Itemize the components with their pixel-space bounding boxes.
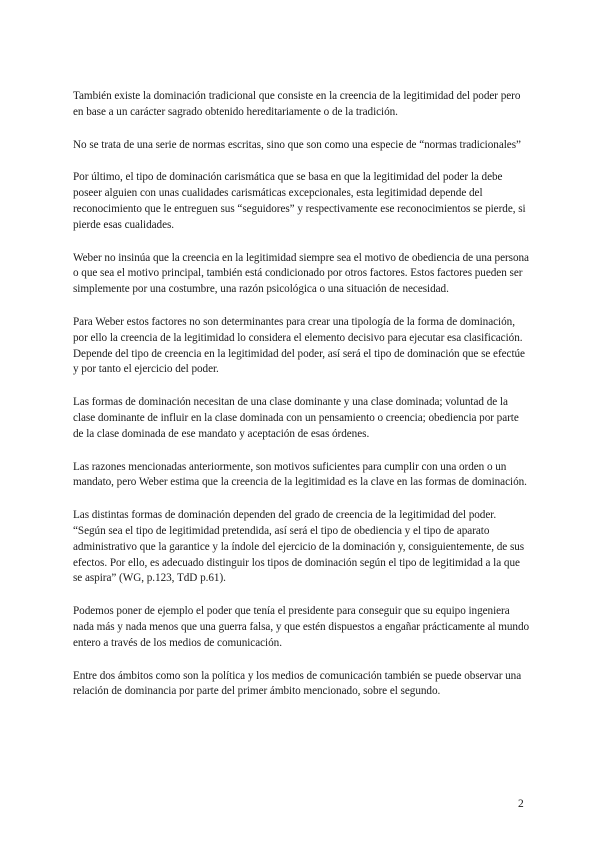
paragraph-10: Entre dos ámbitos como son la política y los medios de comunicación también se puede observar una relación de dominancia por parte del primer ámbito mencionado, sobre el segundo. [73,669,522,698]
page-number: 2 [518,798,524,810]
body-text [73,89,530,717]
paragraph-1: También existe la dominación tradicional que consiste en la creencia de la legitimidad del poder pero en base a un carácter sagrado obtenido hereditariamente o de la tradición. [73,90,521,118]
paragraph-8: Las distintas formas de dominación dependen del grado de creencia de la legitimidad del poder. “Según sea el tipo de legitimidad pretendida, así será el tipo de obediencia y el tipo de aparato administrativo que la garantice y la índole del ejercicio de la dominación y, consiguientemente, de sus efectos. Por ello, es adecuado distinguir los tipos de dominación según el tipo de legitimidad a la que se aspira” (WG, p.123, TdD p.61). [73,509,525,585]
paragraph-9: Podemos poner de ejemplo el poder que tenía el presidente para conseguir que su equipo ingeniera nada más y nada menos que una guerra falsa, y que estén dispuestos a engañar prácticamente al mundo entero a través de los medios de comunicación. [73,605,530,649]
paragraph-2: No se trata de una serie de normas escritas, sino que son como una especie de “normas tradicionales” [73,138,521,151]
paragraph-3: Por último, el tipo de dominación carismática que se basa en que la legitimidad del poder la debe poseer alguien con unas cualidades carismáticas excepcionales, esta legitimidad depende del reconocimiento que le entreguen sus “seguidores” y respectivamente ese reconocimientos se pierde, si pierde esas cualidades. [73,171,526,231]
paragraph-7: Las razones mencionadas anteriormente, son motivos suficientes para cumplir con una orden o un mandato, pero Weber estima que la creencia de la legitimidad es la clave en las formas de dominación. [73,460,527,489]
paragraph-5: Para Weber estos factores no son determinantes para crear una tipología de la forma de dominación, por ello la creencia de la legitimidad lo considera el elemento decisivo para ejecutar esa clasificación. Depende del tipo de creencia en la legitimidad del poder, así será el tipo de dominación que se efectúe y por tanto el ejercicio del poder. [73,315,525,376]
paragraph-4: Weber no insinúa que la creencia en la legitimidad siempre sea el motivo de obediencia de una persona o que sea el motivo principal, también está condicionado por otros factores. Estos factores pueden ser simplemente por una costumbre, una razón psicológica o una situación de necesidad. [73,251,529,296]
paragraph-6: Las formas de dominación necesitan de una clase dominante y una clase dominada; voluntad de la clase dominante de influir en la clase dominada con un pensamiento o creencia; obediencia por parte de la clase dominada de ese mandato y aceptación de esas órdenes. [73,396,519,440]
